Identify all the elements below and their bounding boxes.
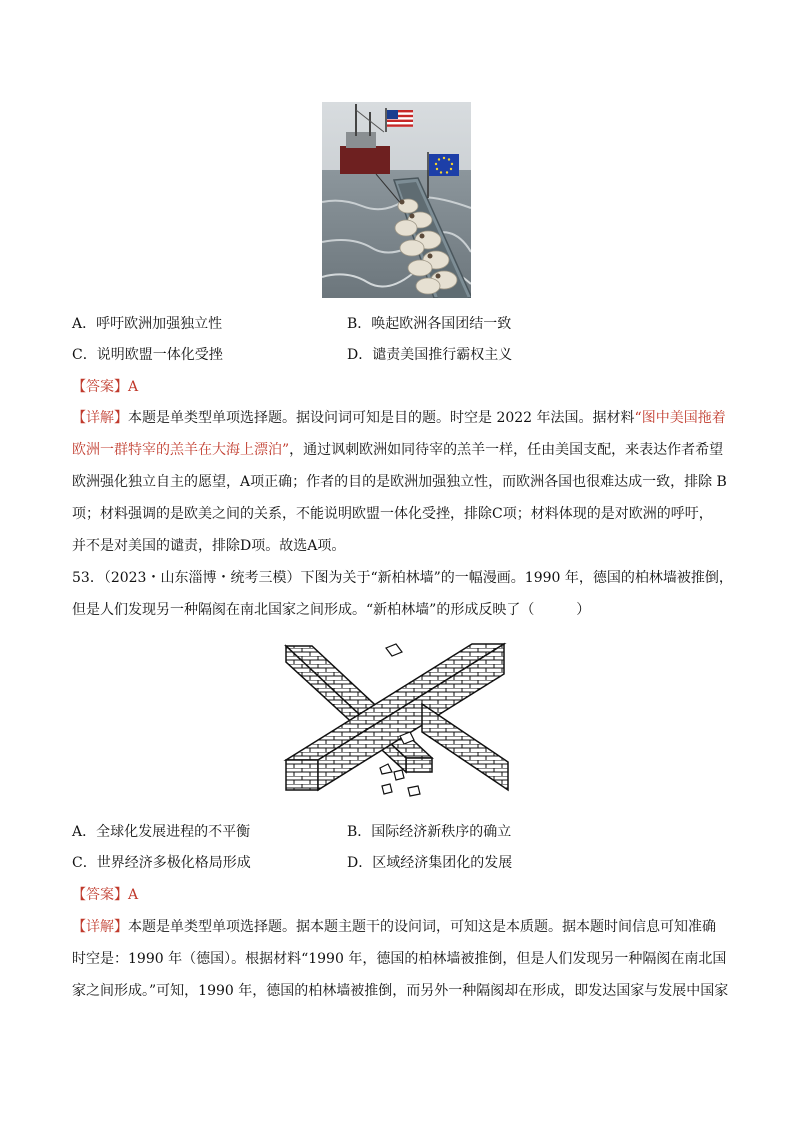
detail-quote: 欧洲一群特宰的羔羊在大海上漂泊” bbox=[72, 442, 290, 458]
answer-tag: 【答案】 bbox=[72, 379, 128, 395]
q52-option-a[interactable]: A．呼吁欧洲加强独立性 bbox=[72, 316, 223, 332]
q52-option-c[interactable]: C．说明欧盟一体化受挫 bbox=[72, 347, 223, 363]
answer-tag: 【答案】 bbox=[72, 887, 128, 903]
cartoon-new-berlin-wall bbox=[282, 640, 512, 800]
cartoon-brick-walls-image bbox=[282, 640, 512, 800]
q52-detail-line-3: 欧洲强化独立自主的愿望，A项正确；作者的目的是欧洲加强独立性，而欧洲各国也很难达成一致，排除 B bbox=[72, 474, 727, 490]
q53-detail-line-2: 时空是：1990 年（德国）。根据材料“1990 年，德国的柏林墙被推倒，但是人们发现另一种隔阂在南北国 bbox=[72, 951, 727, 967]
q52-option-b[interactable]: B．唤起欧洲各国团结一致 bbox=[347, 316, 512, 332]
q53-option-d[interactable]: D．区域经济集团化的发展 bbox=[347, 855, 513, 871]
question-source: （2023・山东淄博・统考三模） bbox=[103, 570, 301, 586]
q52-detail-line-1 bbox=[72, 408, 726, 428]
q53-stem-line-2: 但是人们发现另一种隔阂在南北国家之间形成。“新柏林墙”的形成反映了（ ） bbox=[72, 602, 591, 618]
eu-flag-icon bbox=[429, 154, 459, 176]
q53-answer bbox=[72, 885, 138, 905]
us-flag-icon bbox=[387, 110, 413, 127]
detail-text: 本题是单类型单项选择题。据本题主题干的设问词，可知这是本质题。据本题时间信息可知准确 bbox=[128, 919, 716, 935]
detail-text: 本题是单类型单项选择题。据设问词可知是目的题。时空是 2022 年法国。据材料 bbox=[128, 410, 635, 426]
q53-option-c[interactable]: C．世界经济多极化格局形成 bbox=[72, 855, 251, 871]
q53-stem-line-1 bbox=[72, 568, 733, 588]
detail-tag: 【详解】 bbox=[72, 410, 128, 426]
answer-value: A bbox=[128, 887, 139, 903]
cartoon-boat-sheep bbox=[322, 102, 471, 298]
question-number: 53． bbox=[72, 570, 104, 586]
detail-quote: “图中美国拖着 bbox=[634, 410, 726, 426]
q53-detail-line-1 bbox=[72, 917, 716, 937]
detail-text: ，通过讽刺欧洲如同待宰的羔羊一样，任由美国支配，来表达作者希望 bbox=[289, 442, 724, 458]
question-text: 下图为关于“新柏林墙”的一幅漫画。1990 年，德国的柏林墙被推倒， bbox=[300, 570, 733, 586]
q52-option-d[interactable]: D．谴责美国推行霸权主义 bbox=[347, 347, 513, 363]
q52-detail-line-4: 项；材料强调的是欧美之间的关系，不能说明欧盟一体化受挫，排除C项；材料体现的是对欧洲的呼吁， bbox=[72, 506, 713, 522]
cartoon-boat-sheep-image bbox=[322, 102, 471, 298]
q52-answer bbox=[72, 377, 138, 397]
q53-detail-line-3: 家之间形成。”可知，1990 年，德国的柏林墙被推倒，而另外一种隔阂却在形成，即发达国家与发展中国家 bbox=[72, 983, 729, 999]
q53-option-a[interactable]: A．全球化发展进程的不平衡 bbox=[72, 824, 251, 840]
answer-value: A bbox=[128, 379, 139, 395]
detail-tag: 【详解】 bbox=[72, 919, 128, 935]
q53-option-b[interactable]: B．国际经济新秩序的确立 bbox=[347, 824, 512, 840]
q52-detail-line-2 bbox=[72, 440, 723, 460]
q52-detail-line-5: 并不是对美国的谴责，排除D项。故选A项。 bbox=[72, 538, 346, 554]
